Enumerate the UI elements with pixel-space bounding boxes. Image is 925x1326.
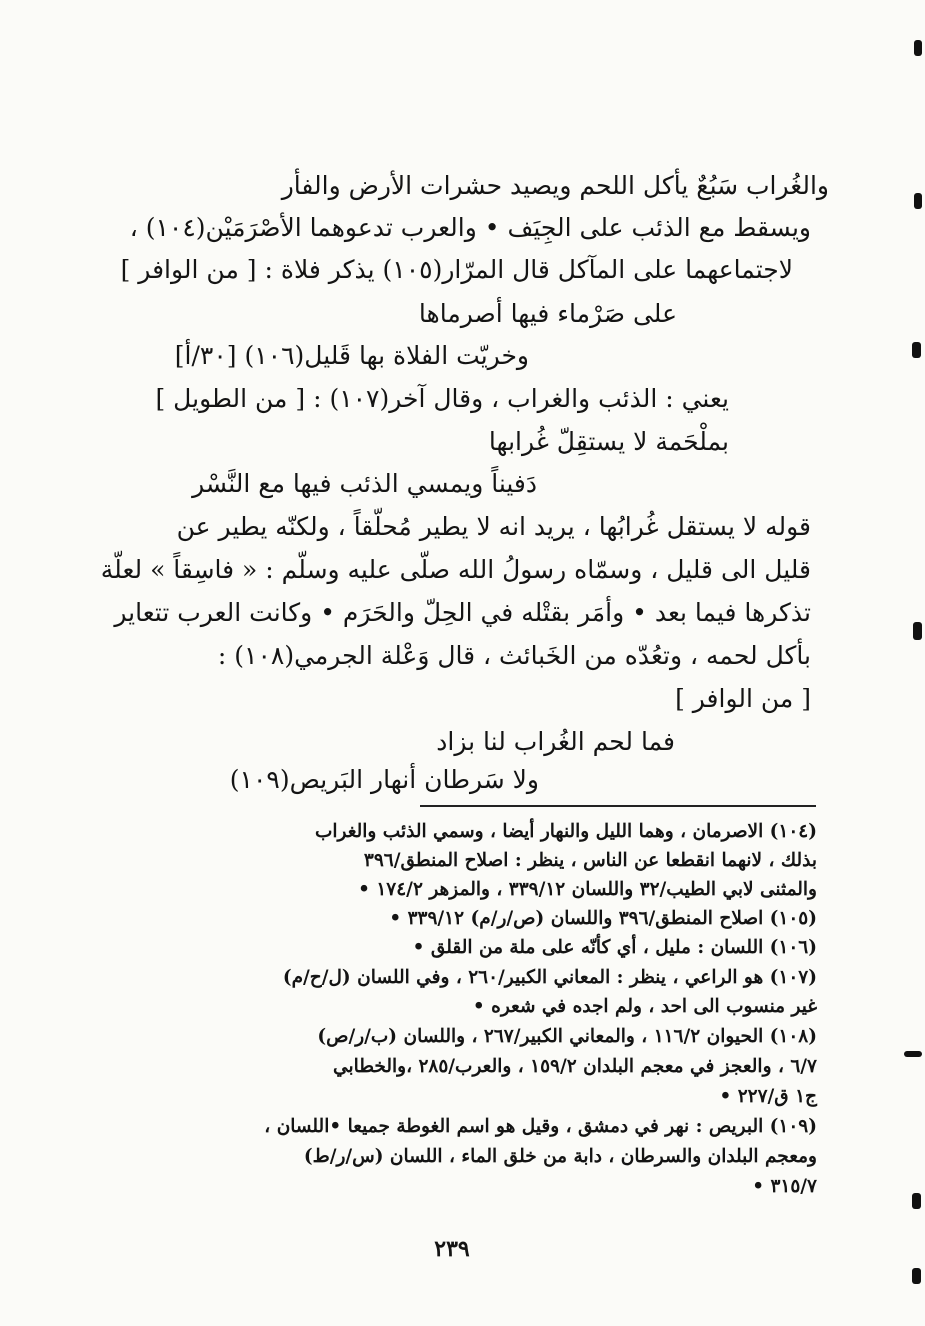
binding-mark [912, 1268, 921, 1284]
verse-line-6: ولا سَرطان أنهار البَريص(١٠٩) [229, 765, 539, 794]
body-line-2: ويسقط مع الذئب على الجِيَف • والعرب تدعوهما الأصْرَمَيْن(١٠٤) ، [129, 213, 811, 242]
binding-mark [914, 40, 922, 56]
footnote-107-line-1: (١٠٧) هو الراعي ، ينظر : المعاني الكبير/٢٦٠ ، وفي اللسان (ل/ح/م) [282, 967, 817, 988]
footnote-104-line-3: والمثنى لابي الطيب/٣٢ واللسان ٣٣٩/١٢ ، والمزهر ١٧٤/٢ • [358, 879, 817, 900]
meter-label: [ من الوافر ] [675, 684, 811, 713]
footnote-divider [420, 805, 816, 807]
binding-mark [904, 1051, 922, 1057]
verse-line-4: دَفيناً ويمسي الذئب فيها مع النَّسْر [192, 469, 537, 498]
footnote-109-line-1: (١٠٩) البريص : نهر في دمشق ، وقيل هو اسم الغوطة جميعا •اللسان ، [264, 1116, 817, 1137]
verse-line-5: فما لحم الغُراب لنا بزاد [436, 727, 675, 756]
footnote-108-line-1: (١٠٨) الحيوان ١١٦/٢ ، والمعاني الكبير/٢٦٧ ، واللسان (ب/ر/ص) [317, 1026, 817, 1047]
footnote-104-line-2: بذلك ، لانهما انقطعا عن الناس ، ينظر : اصلاح المنطق/٣٩٦ [363, 850, 817, 871]
binding-mark [912, 342, 921, 358]
footnote-106: (١٠٦) اللسان : مليل ، أي كأنّه على ملة من القلق • [412, 937, 817, 958]
body-line-4: يعني : الذئب والغراب ، وقال آخر(١٠٧) : [ من الطويل ] [155, 384, 729, 413]
page-number: ٢٣٩ [434, 1236, 470, 1262]
binding-mark [912, 1193, 921, 1209]
footnote-107-line-2: غير منسوب الى احد ، ولم اجده في شعره • [472, 996, 817, 1017]
footnote-104-line-1: (١٠٤) الاصرمان ، وهما الليل والنهار أيضا ، وسمي الذئب والغراب [314, 821, 817, 842]
footnote-109-line-3: ٣١٥/٧ • [752, 1176, 817, 1197]
body-line-1: والغُراب سَبُعٌ يأكل اللحم ويصيد حشرات الأرض والفأر [281, 171, 829, 200]
verse-line-1: على صَرْماء فيها أصرماها [418, 299, 677, 328]
footnote-108-line-3: ج١ ق/٢٢٧ • [719, 1086, 817, 1107]
body-line-3: لاجتماعهما على المآكل قال المرّار(١٠٥) يذكر فلاة : [ من الوافر ] [120, 255, 793, 284]
verse-line-2: وخريّت الفلاة بها قَليل(١٠٦) [٣٠/أ] [174, 341, 529, 370]
body-line-6: قليل الى قليل ، وسمّاه رسولُ الله صلّى عليه وسلّم : « فاسِقاً » لعلّة [100, 555, 811, 584]
body-line-8: بأكل لحمه ، وتعُدّه من الخَبائث ، قال وَعْلة الجرمي(١٠٨) : [217, 641, 811, 670]
binding-mark [913, 622, 922, 640]
binding-mark [914, 193, 922, 209]
body-line-7: تذكرها فيما بعد • وأمَر بقتْله في الحِلّ والحَرَم • وكانت العرب تتعاير [114, 598, 811, 627]
footnote-105: (١٠٥) اصلاح المنطق/٣٩٦ واللسان (ص/ر/م) ٣٣٩/١٢ • [389, 908, 817, 929]
footnote-109-line-2: ومعجم البلدان والسرطان ، دابة من خلق الماء ، اللسان (س/ر/ط) [303, 1146, 817, 1167]
body-line-5: قوله لا يستقل غُرابُها ، يريد انه لا يطير مُحلّقاً ، ولكنّه يطير عن [176, 512, 811, 541]
verse-line-3: بملْحَمة لا يستقِلّ غُرابها [488, 427, 729, 456]
footnote-108-line-2: ٦/٧ ، والعجز في معجم البلدان ١٥٩/٢ ، والعرب/٢٨٥ ،والخطابي [333, 1056, 817, 1077]
